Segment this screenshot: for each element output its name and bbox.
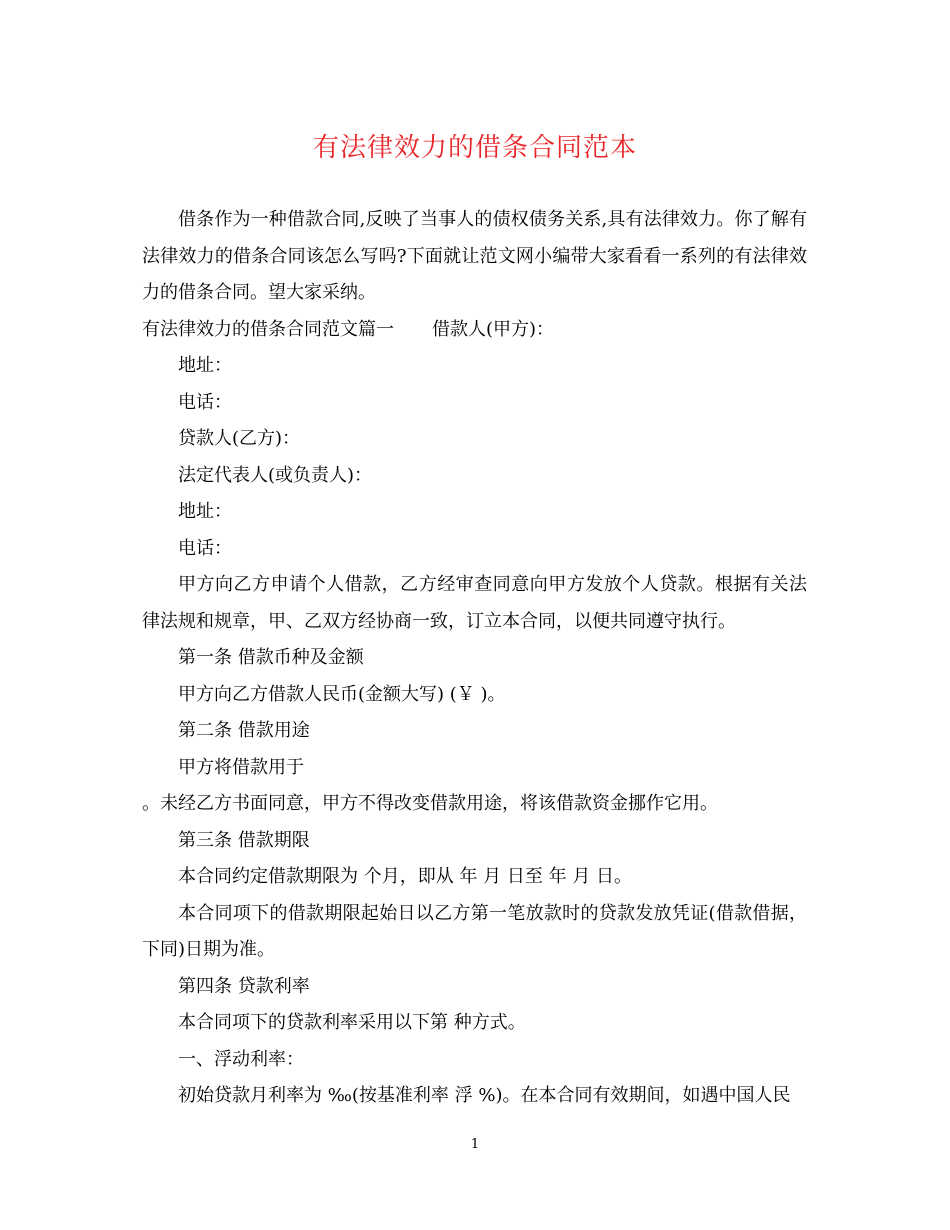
section-heading-line — [142, 312, 807, 349]
document-body — [142, 202, 807, 1115]
floating-rate-text: 初始贷款月利率为 ‰(按基准利率 浮 %)。在本合同有效期间，如遇中国人民 — [178, 1085, 791, 1106]
lender-address-line: 地址： — [178, 501, 232, 522]
agreement-paragraph: 甲方向乙方申请个人借款，乙方经审查同意向甲方发放个人贷款。根据有关法律法规和规章，甲、乙双方经协商一致，订立本合同，以便共同遵守执行。 — [142, 574, 807, 632]
floating-rate-heading: 一、浮动利率： — [178, 1048, 304, 1070]
lender-line: 贷款人(乙方)： — [178, 428, 301, 449]
address-line: 地址： — [178, 355, 232, 376]
intro-paragraph: 借条作为一种借款合同,反映了当事人的债权债务关系,具有法律效力。你了解有法律效力的借条合同该怎么写吗?下面就让范文网小编带大家看看一系列的有法律效力的借条合同。望大家采纳。 — [142, 209, 807, 303]
legal-representative-line: 法定代表人(或负责人)： — [178, 464, 373, 486]
article-3-start-date-text: 本合同项下的借款期限起始日以乙方第一笔放款时的贷款发放凭证(借款借据，下同)日期为准。 — [142, 902, 807, 960]
article-3-heading: 第三条 借款期限 — [178, 829, 310, 851]
article-4-text: 本合同项下的贷款利率采用以下第 种方式。 — [178, 1012, 526, 1033]
article-4-heading: 第四条 贷款利率 — [178, 975, 310, 997]
article-2-heading: 第二条 借款用途 — [178, 720, 310, 741]
document-title: 有法律效力的借条合同范本 — [312, 133, 637, 163]
lender-phone-line: 电话： — [178, 537, 232, 559]
article-3-text: 本合同约定借款期限为 个月，即从 年 月 日至 年 月 日。 — [178, 866, 633, 887]
page-number: 1 — [470, 1137, 480, 1152]
article-1-text: 甲方向乙方借款人民币(金额大写) (￥ )。 — [178, 683, 506, 705]
article-2-text: 甲方将借款用于 — [178, 756, 304, 778]
article-1-heading: 第一条 借款币种及金额 — [178, 647, 364, 668]
section-heading: 有法律效力的借条合同范文篇一 — [142, 318, 394, 340]
article-2-continuation: 。未经乙方书面同意，甲方不得改变借款用途，将该借款资金挪作它用。 — [142, 793, 718, 814]
borrower-label: 借款人(甲方)： — [432, 318, 555, 340]
phone-line: 电话： — [178, 391, 232, 413]
